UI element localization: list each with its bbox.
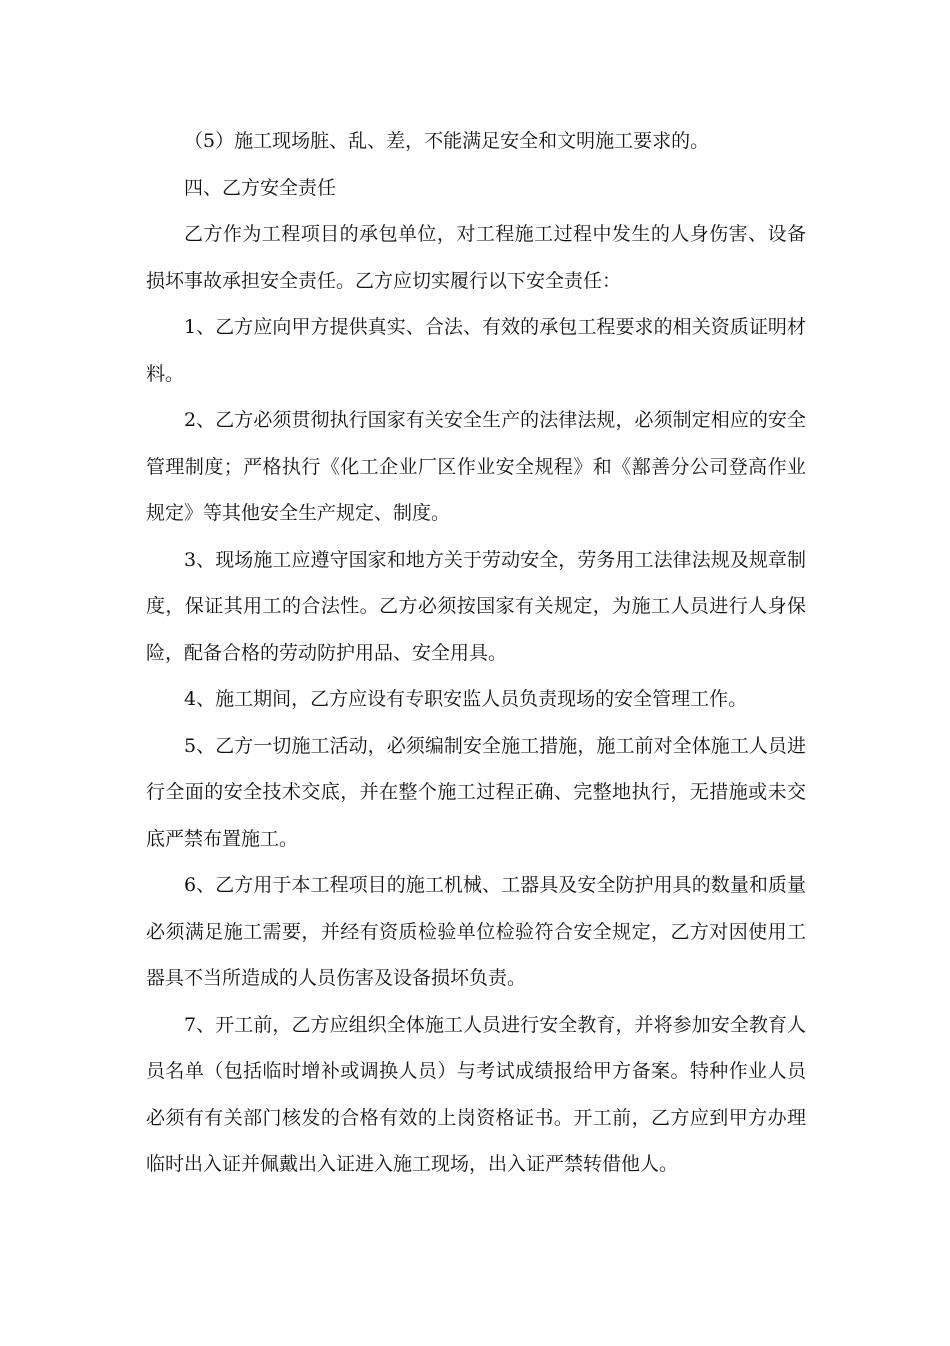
- section-heading-party-b-safety: 四、乙方安全责任: [184, 176, 337, 199]
- paragraph-clause-3: 3、现场施工应遵守国家和地方关于劳动安全，劳务用工法律法规及规章制度，保证其用工的合法性。乙方必须按国家有关规定，为施工人员进行人身保险，配备合格的劳动防护用品、安全用具。: [146, 548, 806, 664]
- paragraph-clause-4: 4、施工期间，乙方应设有专职安监人员负责现场的安全管理工作。: [184, 688, 748, 710]
- document-body: [146, 118, 806, 1188]
- paragraph-party-b-intro: 乙方作为工程项目的承包单位，对工程施工过程中发生的人身伤害、设备损坏事故承担安全责任。乙方应切实履行以下安全责任：: [146, 223, 806, 292]
- paragraph-clause-7: 7、开工前，乙方应组织全体施工人员进行安全教育，并将参加安全教育人员名单（包括临时增补或调换人员）与考试成绩报给甲方备案。特种作业人员必须有有关部门核发的合格有效的上岗资格证书。开工前，乙方应到甲方办理临时出入证并佩戴出入证进入施工现场，出入证严禁转借他人。: [146, 1013, 806, 1175]
- paragraph-clause-2: 2、乙方必须贯彻执行国家有关安全生产的法律法规，必须制定相应的安全管理制度；严格执行《化工企业厂区作业安全规程》和《鄯善分公司登高作业规定》等其他安全生产规定、制度。: [146, 409, 806, 524]
- paragraph-clause-5: 5、乙方一切施工活动，必须编制安全施工措施，施工前对全体施工人员进行全面的安全技术交底，并在整个施工过程正确、完整地执行，无措施或未交底严禁布置施工。: [146, 734, 806, 850]
- paragraph-item-5-unsafe-site: （5）施工现场脏、乱、差，不能满足安全和文明施工要求的。: [184, 130, 710, 152]
- paragraph-clause-6: 6、乙方用于本工程项目的施工机械、工器具及安全防护用具的数量和质量必须满足施工需要，并经有资质检验单位检验符合安全规定，乙方对因使用工器具不当所造成的人员伤害及设备损坏负责。: [146, 874, 806, 989]
- paragraph-clause-1: 1、乙方应向甲方提供真实、合法、有效的承包工程要求的相关资质证明材料。: [146, 316, 806, 385]
